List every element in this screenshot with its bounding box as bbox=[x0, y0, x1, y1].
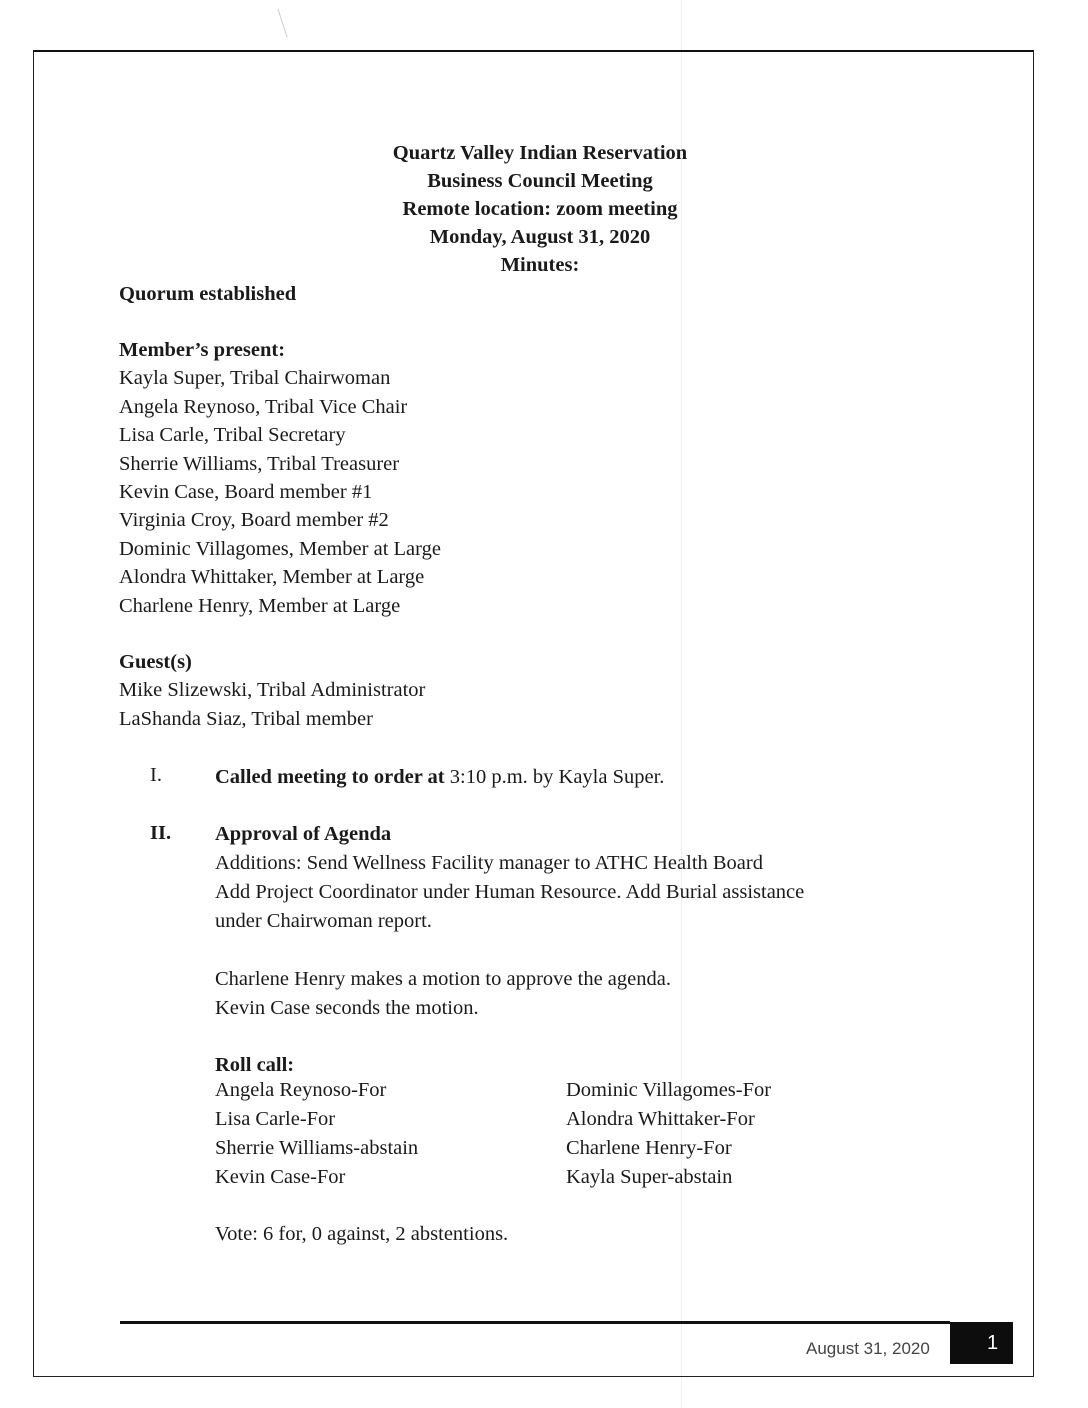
call-to-order-text: 3:10 p.m. by Kayla Super. bbox=[444, 766, 665, 788]
title-line: Remote location: zoom meeting bbox=[402, 198, 678, 220]
vote-result: Vote: 6 for, 0 against, 2 abstentions. bbox=[215, 1223, 509, 1245]
members-section bbox=[119, 336, 441, 620]
agenda-additions-line: under Chairwoman report. bbox=[215, 910, 432, 932]
members-heading: Member’s present: bbox=[119, 339, 286, 361]
agenda-heading: Approval of Agenda bbox=[215, 823, 392, 845]
title-line: Minutes: bbox=[500, 254, 580, 276]
section-numeral: I. bbox=[150, 764, 162, 786]
title-line: Business Council Meeting bbox=[427, 170, 653, 192]
roll-call-left-column bbox=[215, 1076, 418, 1192]
guests-heading: Guest(s) bbox=[119, 651, 192, 673]
quorum-heading: Quorum established bbox=[119, 283, 297, 305]
member-item: Lisa Carle, Tribal Secretary bbox=[119, 424, 346, 447]
roll-call-right-column bbox=[566, 1076, 771, 1192]
title-line: Monday, August 31, 2020 bbox=[429, 226, 651, 248]
agenda-additions-line: Add Project Coordinator under Human Resource. Add Burial assistance bbox=[215, 881, 805, 903]
member-item: Angela Reynoso, Tribal Vice Chair bbox=[119, 395, 408, 418]
scan-mark bbox=[277, 9, 287, 38]
section-approval-agenda bbox=[215, 820, 804, 936]
roll-call-entry: Angela Reynoso-For bbox=[215, 1079, 387, 1101]
roll-call-entry: Sherrie Williams-abstain bbox=[215, 1137, 419, 1159]
member-item: Kayla Super, Tribal Chairwoman bbox=[119, 367, 391, 390]
member-item: Charlene Henry, Member at Large bbox=[119, 594, 401, 617]
title-line: Quartz Valley Indian Reservation bbox=[392, 142, 688, 164]
member-item: Kevin Case, Board member #1 bbox=[119, 481, 373, 504]
member-item: Sherrie Williams, Tribal Treasurer bbox=[119, 452, 400, 475]
footer-rule bbox=[120, 1321, 950, 1324]
roll-call-entry: Kevin Case-For bbox=[215, 1166, 346, 1188]
roll-call-heading: Roll call: bbox=[215, 1054, 295, 1076]
roll-call-entry: Dominic Villagomes-For bbox=[566, 1079, 772, 1101]
guest-item: LaShanda Siaz, Tribal member bbox=[119, 707, 373, 730]
call-to-order-label: Called meeting to order at bbox=[215, 766, 445, 788]
roll-call-entry: Kayla Super-abstain bbox=[566, 1166, 733, 1188]
motion-line: Charlene Henry makes a motion to approve the agenda. bbox=[215, 968, 671, 990]
footer-date: August 31, 2020 bbox=[806, 1339, 930, 1358]
section-numeral: II. bbox=[150, 822, 172, 844]
page-number: 1 bbox=[950, 1322, 1013, 1364]
member-item: Virginia Croy, Board member #2 bbox=[119, 509, 389, 532]
agenda-additions-line: Additions: Send Wellness Facility manager to ATHC Health Board bbox=[215, 852, 763, 874]
motion-line: Kevin Case seconds the motion. bbox=[215, 997, 479, 1019]
roll-call-entry: Lisa Carle-For bbox=[215, 1108, 336, 1130]
guests-section bbox=[119, 648, 425, 733]
member-item: Dominic Villagomes, Member at Large bbox=[119, 537, 441, 560]
motion-block bbox=[215, 965, 671, 1023]
roll-call-entry: Charlene Henry-For bbox=[566, 1137, 732, 1159]
member-item: Alondra Whittaker, Member at Large bbox=[119, 566, 425, 589]
guest-item: Mike Slizewski, Tribal Administrator bbox=[119, 679, 426, 702]
roll-call-entry: Alondra Whittaker-For bbox=[566, 1108, 755, 1130]
section-call-to-order bbox=[215, 763, 664, 792]
document-title bbox=[340, 139, 740, 279]
